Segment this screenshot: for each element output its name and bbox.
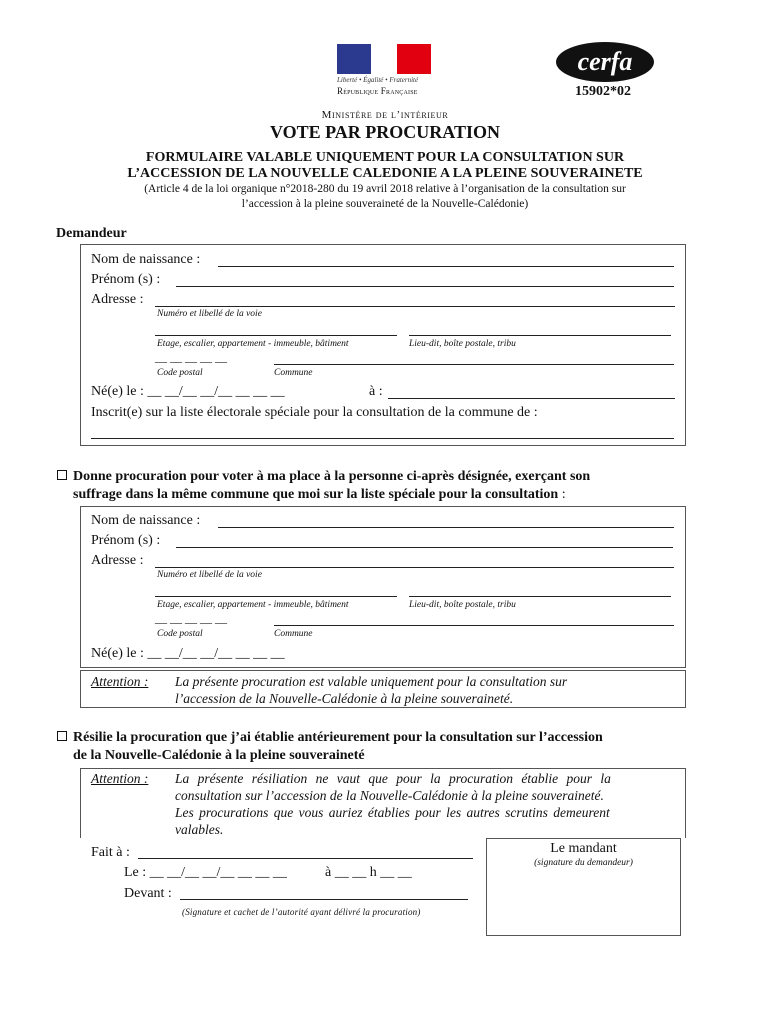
- demandeur-nom-field[interactable]: [218, 266, 674, 267]
- mandataire-commune-hint: Commune: [274, 629, 313, 639]
- autorite-signature-hint: (Signature et cachet de l’autorité ayant délivré la procuration): [182, 907, 421, 917]
- demandeur-naissance-field[interactable]: Né(e) le : __ __/__ __/__ __ __ __: [91, 384, 285, 399]
- procuration-attention-line2: l’accession de la Nouvelle-Calédonie à la pleine souveraineté.: [175, 691, 514, 706]
- procuration-attention-label: Attention :: [91, 674, 149, 689]
- mandataire-code-hint: Code postal: [157, 629, 203, 639]
- cerfa-logo: cerfa: [556, 42, 654, 82]
- procuration-text-line2-wrap: [73, 487, 566, 503]
- mandataire-lieu-field[interactable]: [409, 596, 671, 597]
- resiliation-attention-line2: consultation sur l’accession de la Nouvelle-Calédonie à la pleine souveraineté.: [175, 788, 604, 803]
- devant-label: Devant :: [124, 886, 172, 901]
- resiliation-checkbox[interactable]: [57, 731, 67, 741]
- demandeur-label: Demandeur: [56, 226, 127, 241]
- demandeur-lieu-hint: Lieu-dit, boîte postale, tribu: [409, 339, 516, 349]
- mandataire-commune-field[interactable]: [274, 625, 674, 626]
- demandeur-etage-field[interactable]: [155, 335, 397, 336]
- demandeur-lieu-naissance-field[interactable]: [388, 398, 675, 399]
- resiliation-text-line2: de la Nouvelle-Calédonie à la pleine souveraineté: [73, 748, 365, 763]
- procuration-text-colon: :: [558, 487, 566, 502]
- devant-field[interactable]: [180, 899, 468, 900]
- republic-motto: Liberté • Égalité • Fraternité: [337, 76, 419, 84]
- demandeur-prenom-field[interactable]: [176, 286, 674, 287]
- fait-a-field[interactable]: [138, 858, 473, 859]
- procuration-attention-line1: La présente procuration est valable uniquement pour la consultation sur: [175, 674, 568, 689]
- mandataire-code-field[interactable]: __ __ __ __ __: [155, 611, 227, 625]
- resiliation-text-line1: Résilie la procuration que j’ai établie antérieurement pour la consultation sur l’accession: [73, 730, 603, 745]
- demandeur-commune-inscription-field[interactable]: [91, 438, 674, 439]
- resiliation-attention-line4: valables.: [175, 822, 224, 837]
- ministere-label: Ministère de l’intérieur: [321, 109, 449, 121]
- resiliation-option[interactable]: [57, 730, 603, 746]
- demandeur-prenom-label: Prénom (s) :: [91, 272, 161, 287]
- cerfa-number: 15902*02: [575, 84, 631, 99]
- article-ref-line1: (Article 4 de la loi organique n°2018-280 du 19 avril 2018 relative à l’organisation de la consultation sur: [144, 183, 626, 195]
- mandataire-nom-field[interactable]: [218, 527, 674, 528]
- resiliation-attention-line3: Les procurations que vous auriez établies pour les autres scrutins demeurent: [175, 805, 610, 820]
- demandeur-etage-hint: Etage, escalier, appartement - immeuble, bâtiment: [157, 339, 349, 349]
- mandataire-nom-label: Nom de naissance :: [91, 513, 201, 528]
- demandeur-commune-hint: Commune: [274, 368, 313, 378]
- demandeur-code-hint: Code postal: [157, 368, 203, 378]
- mandataire-lieu-hint: Lieu-dit, boîte postale, tribu: [409, 600, 516, 610]
- demandeur-voie-field[interactable]: [155, 306, 675, 307]
- procuration-text-line2: suffrage dans la même commune que moi sur la liste spéciale pour la consultation: [73, 487, 559, 502]
- demandeur-nom-label: Nom de naissance :: [91, 252, 201, 267]
- demandeur-inscrit-label: Inscrit(e) sur la liste électorale spéciale pour la consultation de la commune de :: [91, 405, 538, 420]
- demandeur-voie-hint: Numéro et libellé de la voie: [157, 309, 262, 319]
- mandataire-adresse-label: Adresse :: [91, 553, 144, 568]
- form-title: VOTE PAR PROCURATION: [270, 122, 500, 142]
- mandataire-prenom-field[interactable]: [176, 547, 673, 548]
- procuration-checkbox[interactable]: [57, 470, 67, 480]
- mandataire-voie-hint: Numéro et libellé de la voie: [157, 570, 262, 580]
- form-subtitle-line1: FORMULAIRE VALABLE UNIQUEMENT POUR LA CONSULTATION SUR: [145, 150, 625, 165]
- mandant-title: Le mandant: [550, 841, 617, 856]
- mandataire-etage-hint: Etage, escalier, appartement - immeuble, bâtiment: [157, 600, 349, 610]
- demandeur-lieu-naissance-label: à :: [369, 384, 383, 399]
- heure-field[interactable]: à __ __ h __ __: [325, 865, 412, 880]
- resiliation-attention-line1: La présente résiliation ne vaut que pour la procuration établie pour la: [175, 771, 611, 786]
- demandeur-lieu-field[interactable]: [409, 335, 671, 336]
- republique-francaise: République Française: [337, 86, 418, 96]
- demandeur-commune-field[interactable]: [274, 364, 674, 365]
- resiliation-attention-label: Attention :: [91, 771, 149, 786]
- marianne-logo: [337, 44, 431, 74]
- mandataire-prenom-label: Prénom (s) :: [91, 533, 161, 548]
- form-subtitle-line2: L’ACCESSION DE LA NOUVELLE CALEDONIE A LA PLEINE SOUVERAINETE: [127, 166, 643, 181]
- demandeur-adresse-label: Adresse :: [91, 292, 144, 307]
- mandataire-etage-field[interactable]: [155, 596, 397, 597]
- mandataire-box: [80, 506, 686, 668]
- procuration-option[interactable]: [57, 469, 590, 485]
- mandataire-naissance-field[interactable]: Né(e) le : __ __/__ __/__ __ __ __: [91, 646, 285, 661]
- fait-a-label: Fait à :: [91, 845, 130, 860]
- mandataire-voie-field[interactable]: [155, 567, 674, 568]
- procuration-text-line1: Donne procuration pour voter à ma place à la personne ci-après désignée, exerçant son: [73, 469, 591, 484]
- date-field[interactable]: Le : __ __/__ __/__ __ __ __: [124, 865, 287, 880]
- article-ref-line2: l’accession à la pleine souveraineté de la Nouvelle-Calédonie): [241, 198, 529, 210]
- mandant-hint: (signature du demandeur): [534, 858, 633, 868]
- demandeur-code-field[interactable]: __ __ __ __ __: [155, 350, 227, 364]
